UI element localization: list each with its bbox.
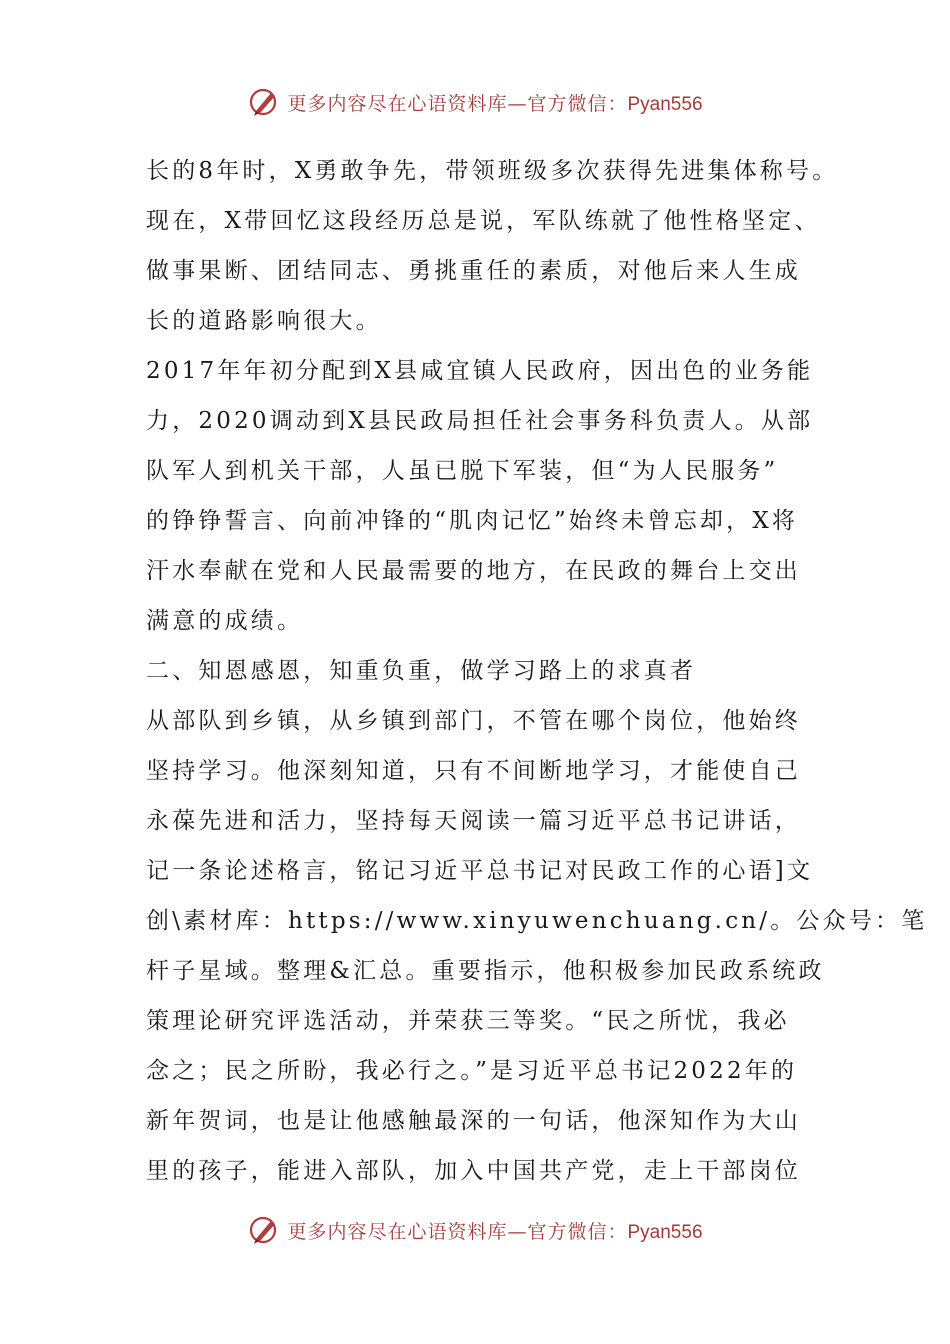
body-line: 的铮铮誓言、向前冲锋的“肌肉记忆”始终未曾忘却，X将	[146, 508, 799, 534]
section-heading: 二、知恩感恩，知重负重，做学习路上的求真者	[146, 658, 697, 684]
header-watermark-text: 更多内容尽在心语资料库—官方微信：Pyan556	[287, 92, 703, 115]
body-line: 创\素材库：https://www.xinyuwenchuang.cn/。公众号：笔	[146, 908, 928, 934]
body-line: 永葆先进和活力，坚持每天阅读一篇习近平总书记讲话，	[146, 808, 801, 834]
body-line: 记一条论述格言，铭记习近平总书记对民政工作的心语]文	[146, 858, 814, 884]
body-line: 坚持学习。他深刻知道，只有不间断地学习，才能使自己	[146, 758, 801, 784]
body-line: 满意的成绩。	[146, 608, 304, 634]
body-line: 里的孩子，能进入部队，加入中国共产党，走上干部岗位	[146, 1158, 801, 1184]
body-line: 2017年年初分配到X县咸宜镇人民政府，因出色的业务能	[146, 358, 814, 384]
body-line: 汗水奉献在党和人民最需要的地方，在民政的舞台上交出	[146, 558, 801, 584]
body-line: 队军人到机关干部，人虽已脱下军装，但“为人民服务”	[146, 458, 779, 484]
header-watermark	[0, 82, 950, 122]
body-line: 策理论研究评选活动，并荣获三等奖。“民之所忧，我必	[146, 1008, 790, 1034]
pen-logo-icon	[247, 1213, 281, 1247]
footer-watermark-text: 更多内容尽在心语资料库—官方微信：Pyan556	[287, 1220, 703, 1243]
body-line: 现在，X带回忆这段经历总是说，军队练就了他性格坚定、	[146, 208, 821, 234]
document-body	[146, 146, 928, 1196]
body-line: 做事果断、团结同志、勇挑重任的素质，对他后来人生成	[146, 258, 801, 284]
body-line: 力，2020调动到X县民政局担任社会事务科负责人。从部	[146, 408, 814, 434]
body-line: 新年贺词，也是让他感触最深的一句话，他深知作为大山	[146, 1108, 801, 1134]
footer-watermark	[0, 1210, 950, 1250]
body-line: 长的道路影响很大。	[146, 308, 382, 334]
body-line: 长的8年时，X勇敢争先，带领班级多次获得先进集体称号。	[146, 158, 839, 184]
body-line: 杆子星域。整理&汇总。重要指示，他积极参加民政系统政	[146, 958, 825, 984]
body-line: 从部队到乡镇，从乡镇到部门，不管在哪个岗位，他始终	[146, 708, 801, 734]
pen-logo-icon	[247, 85, 281, 119]
body-line: 念之；民之所盼，我必行之。”是习近平总书记2022年的	[146, 1058, 798, 1084]
